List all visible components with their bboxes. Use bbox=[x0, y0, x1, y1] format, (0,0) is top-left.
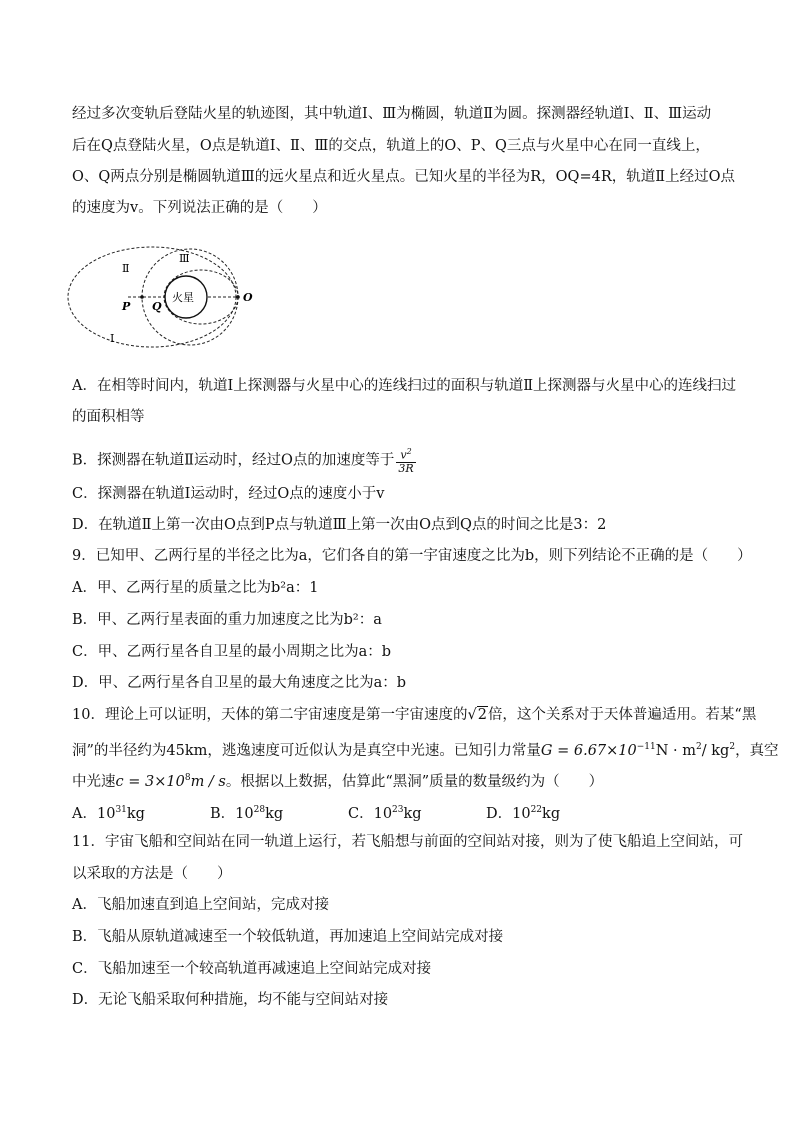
option-label: C．10 bbox=[348, 806, 393, 822]
q9-option-a: A．甲、乙两行星的质量之比为b²a：1 bbox=[72, 580, 319, 596]
q8-option-a-line-2: 的面积相等 bbox=[72, 409, 145, 425]
q10-option-d bbox=[486, 800, 560, 824]
label-Q: Q bbox=[152, 300, 162, 313]
q9-stem: 9．已知甲、乙两行星的半径之比为a，它们各自的第一宇宙速度之比为b，则下列结论不正确的是（ ） bbox=[72, 548, 752, 564]
g-unit: N · m bbox=[655, 743, 697, 759]
speed-of-light-exp: 8 bbox=[184, 773, 191, 783]
option-label: D．10 bbox=[486, 806, 531, 822]
label-P: P bbox=[122, 300, 131, 313]
q8-stem-line-2: 后在Q点登陆火星，O点是轨道Ⅰ、Ⅱ、Ⅲ的交点，轨道上的O、P、Q三点与火星中心在同一直线上， bbox=[72, 138, 710, 154]
q8-option-b-text: B．探测器在轨道Ⅱ运动时，经过O点的加速度等于 bbox=[72, 452, 395, 469]
q11-option-d: D．无论飞船采取何种措施，均不能与空间站对接 bbox=[72, 992, 389, 1008]
speed-of-light: c = 3×10 bbox=[115, 774, 185, 790]
q10-option-c bbox=[348, 800, 422, 824]
q11-option-b: B．飞船从原轨道减速至一个较低轨道，再加速追上空间站完成对接 bbox=[72, 929, 504, 945]
option-exp: 23 bbox=[392, 805, 404, 815]
q11-option-c: C．飞船加速至一个较高轨道再减速追上空间站完成对接 bbox=[72, 961, 432, 977]
q8-option-b bbox=[72, 446, 416, 475]
q10-text-f: 。根据以上数据，估算此“黑洞”质量的数量级约为（ ） bbox=[225, 774, 604, 790]
sqrt-radicand: 2 bbox=[477, 707, 487, 723]
q10-stem-line-2 bbox=[72, 737, 779, 761]
option-exp: 31 bbox=[115, 805, 127, 815]
q8-option-a-line-1: A．在相等时间内，轨道Ⅰ上探测器与火星中心的连线扫过的面积与轨道Ⅱ上探测器与火星中心的连线扫过 bbox=[72, 378, 737, 394]
option-exp: 28 bbox=[253, 805, 266, 815]
option-exp: 22 bbox=[530, 805, 543, 815]
planet-label: 火星 bbox=[172, 291, 194, 304]
q11-option-a: A．飞船加速直到追上空间站，完成对接 bbox=[72, 897, 329, 913]
q8-option-c: C．探测器在轨道Ⅰ运动时，经过O点的速度小于v bbox=[72, 486, 385, 502]
q9-option-c: C．甲、乙两行星各自卫星的最小周期之比为a：b bbox=[72, 644, 392, 660]
label-orbit-III: Ⅲ bbox=[179, 252, 190, 265]
g-unit-exp: 2 bbox=[696, 742, 702, 752]
fraction-numerator: v bbox=[400, 448, 407, 462]
fraction-denominator: 3R bbox=[398, 461, 414, 475]
g-unit-2-exp: 2 bbox=[729, 742, 736, 752]
q10-text-a: 10．理论上可以证明，天体的第二宇宙速度是第一宇宙速度的 bbox=[72, 707, 468, 723]
option-label: A．10 bbox=[72, 806, 116, 822]
g-unit-2: / kg bbox=[701, 743, 730, 759]
fraction-numerator-exp: 2 bbox=[406, 447, 412, 456]
q10-option-a bbox=[72, 800, 145, 824]
q8-stem-line-4: 的速度为v。下列说法正确的是（ ） bbox=[72, 200, 327, 216]
q10-text-e: 中光速 bbox=[72, 774, 116, 790]
option-unit: kg bbox=[265, 806, 284, 822]
orbit-figure bbox=[66, 238, 256, 350]
q10-text-d: ，真空 bbox=[735, 743, 779, 759]
speed-unit: m / s bbox=[190, 774, 226, 790]
q8-stem-line-3: O、Q两点分别是椭圆轨道Ⅲ的远火星点和近火星点。已知火星的半径为R，OQ=4R，轨道Ⅱ上经过O点 bbox=[72, 169, 735, 185]
q10-option-b bbox=[210, 800, 283, 824]
option-unit: kg bbox=[403, 806, 422, 822]
q9-option-d: D．甲、乙两行星各自卫星的最大角速度之比为a：b bbox=[72, 675, 407, 691]
q10-text-c: 洞”的半径约为45km，逃逸速度可近似认为是真空中光速。已知引力常量 bbox=[72, 743, 541, 759]
q10-options-row bbox=[72, 800, 732, 820]
q9-option-b: B．甲、乙两行星表面的重力加速度之比为b²：a bbox=[72, 612, 382, 628]
option-unit: kg bbox=[126, 806, 145, 822]
q11-stem-line-1: 11．宇宙飞船和空间站在同一轨道上运行，若飞船想与前面的空间站对接，则为了使飞船追上空间站，可 bbox=[72, 834, 743, 850]
q11-stem-line-2: 以采取的方法是（ ） bbox=[72, 866, 232, 882]
q10-stem-line-3 bbox=[72, 768, 603, 792]
q8-option-d: D．在轨道Ⅱ上第一次由O点到P点与轨道Ⅲ上第一次由O点到Q点的时间之比是3：2 bbox=[72, 517, 607, 533]
q8-stem-line-1: 经过多次变轨后登陆火星的轨迹图，其中轨道Ⅰ、Ⅲ为椭圆，轨道Ⅱ为圆。探测器经轨道Ⅰ、Ⅱ、Ⅲ运动 bbox=[72, 106, 712, 122]
label-O: O bbox=[243, 291, 253, 304]
sqrt-two: √2 bbox=[467, 707, 487, 723]
q10-stem-line-1 bbox=[72, 705, 756, 725]
point-O-dot bbox=[236, 295, 240, 299]
gravitational-constant-exp: −11 bbox=[636, 742, 656, 752]
q10-text-b: 倍，这个关系对于天体普遍适用。若某“黑 bbox=[487, 707, 757, 723]
option-label: B．10 bbox=[210, 806, 254, 822]
label-orbit-II: Ⅱ bbox=[122, 262, 130, 275]
point-P-dot bbox=[140, 295, 144, 299]
q8-option-b-fraction bbox=[396, 446, 415, 475]
option-unit: kg bbox=[542, 806, 561, 822]
gravitational-constant: G = 6.67×10 bbox=[540, 743, 637, 759]
label-orbit-I: Ⅰ bbox=[110, 332, 115, 345]
